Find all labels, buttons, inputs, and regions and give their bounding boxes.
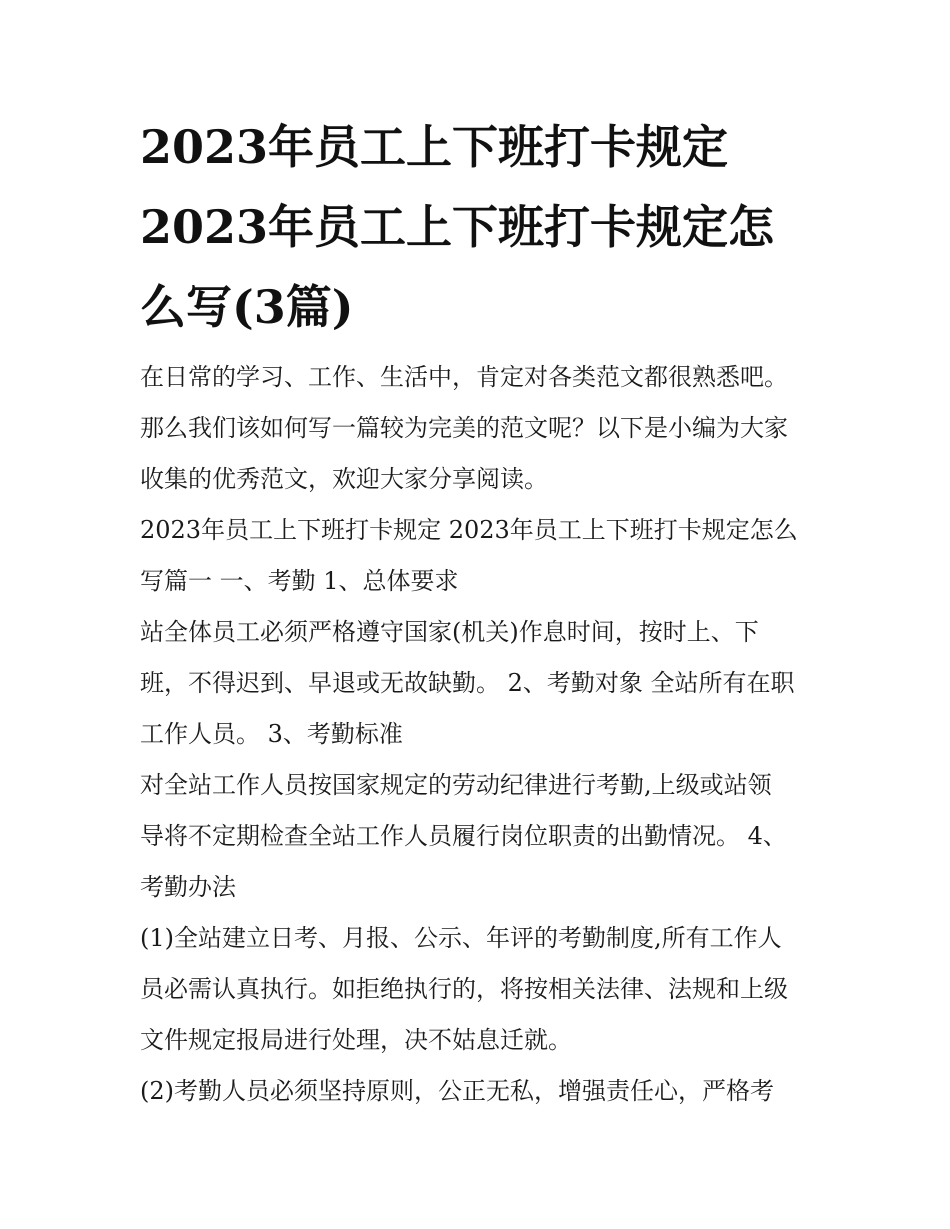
text-line: 站全体员工必须严格遵守国家(机关)作息时间，按时上、下	[140, 618, 759, 646]
attendance-standard-paragraph	[140, 760, 840, 913]
text-line: 收集的优秀范文，欢迎大家分享阅读。	[140, 465, 548, 493]
text-line: 对全站工作人员按国家规定的劳动纪律进行考勤,上级或站领	[140, 771, 772, 799]
text-line: 在日常的学习、工作、生活中，肯定对各类范文都很熟悉吧。	[140, 363, 788, 391]
text-line: 2023年员工上下班打卡规定 2023年员工上下班打卡规定怎么	[140, 516, 798, 544]
text-line: 文件规定报局进行处理，决不姑息迁就。	[140, 1026, 572, 1054]
text-line: 导将不定期检查全站工作人员履行岗位职责的出勤情况。 4、	[140, 822, 787, 850]
attendance-method-item-2	[140, 1066, 840, 1117]
document-title-line-3: 么写(3篇)	[140, 280, 354, 334]
text-line: 考勤办法	[140, 873, 236, 901]
text-line: 写篇一 一、考勤 1、总体要求	[140, 567, 459, 595]
text-line: (2)考勤人员必须坚持原则，公正无私，增强责任心，严格考	[140, 1077, 774, 1105]
attendance-requirements-paragraph	[140, 607, 840, 760]
section-heading-paragraph	[140, 505, 840, 607]
text-line: 员必需认真执行。如拒绝执行的，将按相关法律、法规和上级	[140, 975, 788, 1003]
document-title-line-1: 2023年员工上下班打卡规定	[140, 120, 729, 174]
text-line: 班，不得迟到、早退或无故缺勤。 2、考勤对象 全站所有在职	[140, 669, 795, 697]
text-line: (1)全站建立日考、月报、公示、年评的考勤制度,所有工作人	[140, 924, 782, 952]
text-line: 工作人员。 3、考勤标准	[140, 720, 403, 748]
intro-paragraph	[140, 352, 840, 505]
text-line: 那么我们该如何写一篇较为完美的范文呢？以下是小编为大家	[140, 414, 788, 442]
document-title-line-2: 2023年员工上下班打卡规定怎	[140, 200, 775, 254]
attendance-method-item-1	[140, 913, 840, 1066]
